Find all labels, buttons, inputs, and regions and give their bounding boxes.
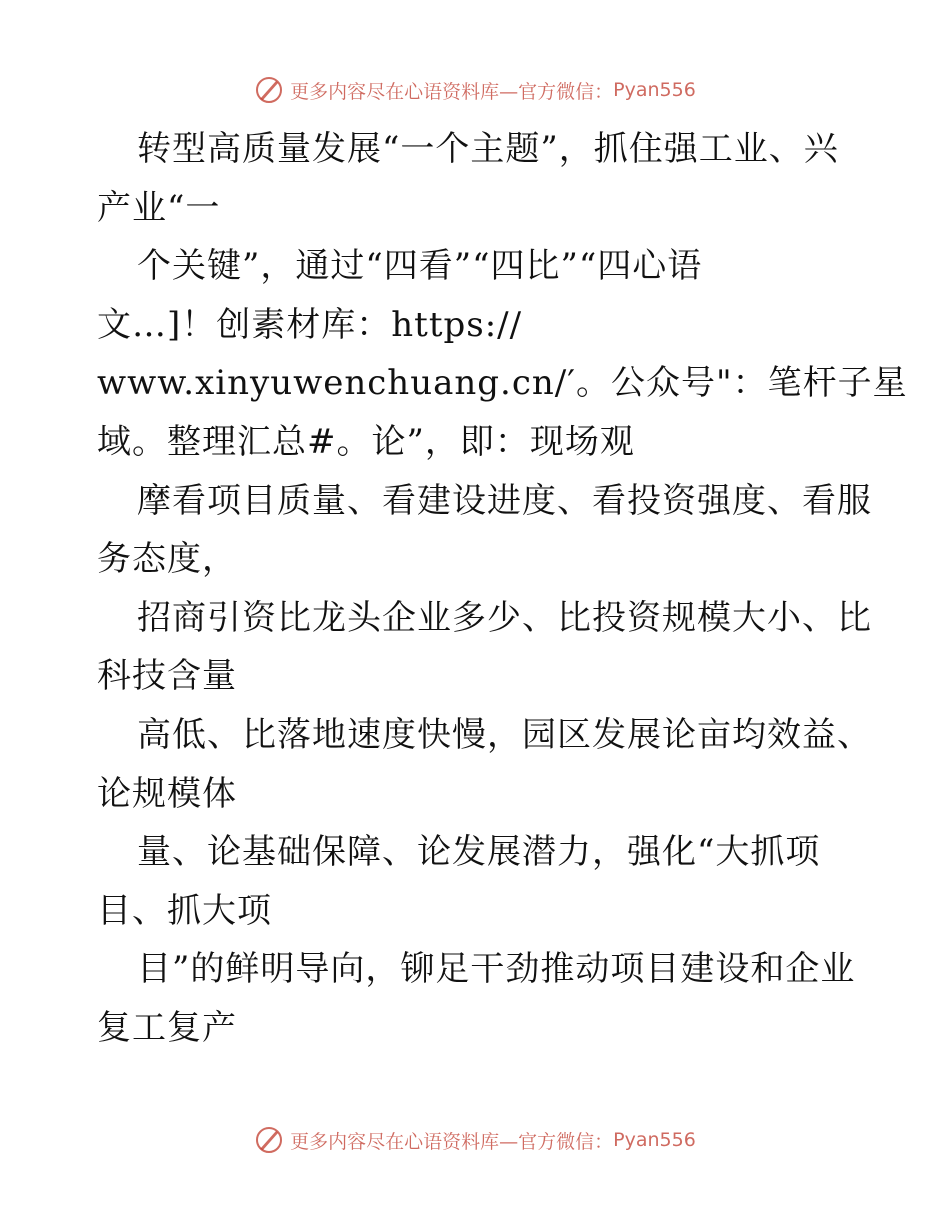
body-line: 产业“一	[97, 187, 221, 228]
footer-watermark-text: 更多内容尽在心语资料库—官方微信：	[290, 1130, 614, 1153]
body-line: 务态度，	[97, 539, 237, 580]
body-line: 科技含量	[97, 656, 237, 697]
body-line: 论规模体	[97, 773, 237, 814]
body-line: 转型高质量发展“一个主题”，抓住强工业、兴	[137, 129, 839, 169]
body-line: 复工复产	[97, 1007, 237, 1048]
quill-pen-logo-icon	[254, 1125, 284, 1155]
footer-watermark-wechat-id: Pyan556	[613, 1129, 696, 1151]
document-body	[97, 120, 908, 1058]
body-line: 个关键”，通过“四看”“四比”“四心语	[137, 246, 703, 287]
body-line: 摩看项目质量、看建设进度、看投资强度、看服	[137, 480, 872, 521]
body-line: 目、抓大项	[97, 890, 272, 931]
footer-watermark	[0, 1120, 950, 1160]
body-line: 目”的鲜明导向，铆足干劲推动项目建设和企业	[137, 949, 856, 990]
body-line: 域。整理汇总#。论”，即：现场观	[97, 421, 635, 462]
body-line: 招商引资比龙头企业多少、比投资规模大小、比	[137, 597, 872, 638]
header-watermark	[0, 70, 950, 110]
quill-pen-logo-icon	[254, 75, 284, 105]
header-watermark-wechat-id: Pyan556	[613, 79, 696, 101]
body-line: 文…]！创素材库：https://	[97, 304, 523, 345]
header-watermark-text: 更多内容尽在心语资料库—官方微信：	[290, 80, 614, 103]
body-line: 量、论基础保障、论发展潜力，强化“大抓项	[137, 832, 821, 873]
body-line: 高低、比落地速度快慢，园区发展论亩均效益、	[137, 714, 872, 755]
body-line: www.xinyuwenchuang.cn/′。公众号"：笔杆子星	[97, 363, 908, 404]
